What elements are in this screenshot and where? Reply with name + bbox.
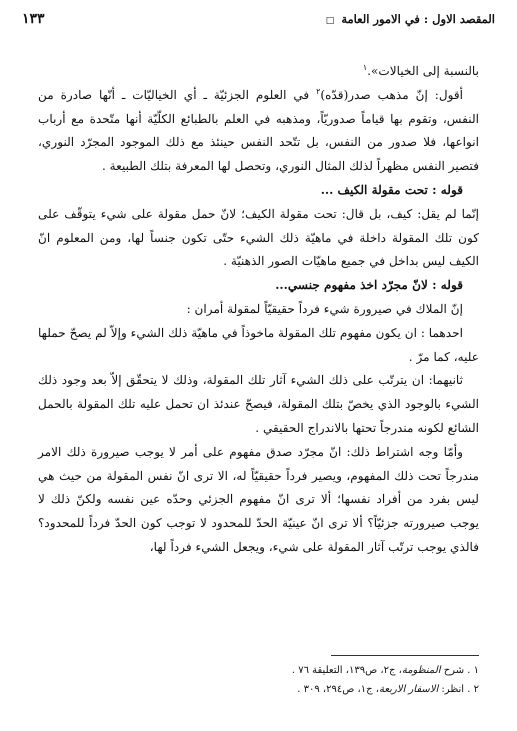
footnote-divider xyxy=(331,655,479,656)
paragraph-explanation: إنّما لم يقل: كيف، بل قال: تحت مقولة الكيف؛ لانّ حمل مقولة على شيء يتوقّف على كون تلك المقولة داخلة في ماهيّة ذلك الشيء حتّى تكون جنساً لها، ومن المعلوم انّ الكيف ليس بداخل في جميع ماهيّات الصور الذهنيّة . xyxy=(38,206,479,269)
footnote-item xyxy=(60,661,479,680)
footnote-prefix: شرح xyxy=(440,665,468,676)
paragraph-text-start: أقول: إنّ مذهب صدر(قدّه) xyxy=(320,87,463,102)
header-separator: □ xyxy=(325,16,335,26)
footnote-book-title: الاسفار الاربعة xyxy=(378,684,439,695)
footnote-number: ١ . xyxy=(467,665,479,676)
lemma-heading xyxy=(38,274,479,298)
lemma-label: قوله : xyxy=(432,278,463,293)
paragraph-criteria-intro: إنّ الملاك في صيرورة شيء فرداً حقيقيّاً لمقولة أمران : xyxy=(186,301,463,316)
paragraph-second-criterion: ثانيهما: ان يترتّب على ذلك الشيء آثار تلك المقولة، وذلك لا يتحقّق إلاّ بعد وجود ذلك الشيء بالوجود الذي يخصّ بتلك المقولة، فيصحّ عندئذ ان تحمل عليه تلك المقولة بالحمل الشائع لكونه مندرجاً تحتها بالاندراج الحقيقي . xyxy=(38,373,479,435)
footnote-prefix: انظر: xyxy=(438,684,468,695)
lemma-text: تحت مقولة الكيف ... xyxy=(320,182,428,197)
lemma-text: لانّ مجرّد اخذ مفهوم جنسي... xyxy=(275,278,428,293)
footnote-ref: ١ xyxy=(362,62,368,72)
footnote-reference: ، ج٢، ص١٣٩، التعليقة ٧٦ . xyxy=(291,665,402,676)
body-text xyxy=(38,60,479,560)
footnote-book-title: المنظومة xyxy=(401,665,441,676)
header-section-title xyxy=(323,12,495,26)
lemma-label: قوله : xyxy=(432,182,463,197)
paragraph-text: بالنسبة إلى الخيالات». xyxy=(367,64,479,78)
running-header xyxy=(22,12,495,30)
lemma-heading xyxy=(38,179,479,203)
paragraph-first-criterion: احدهما : ان يكون مفهوم تلك المقولة ماخوذاً في ماهيّة ذلك الشيء وإلاّ لم يصحّ حملها عليه، كما مرّ . xyxy=(38,325,479,364)
paragraph-commentary xyxy=(38,84,479,179)
footnotes xyxy=(60,661,479,699)
paragraph-reason: وأمّا وجه اشتراط ذلك: انّ مجرّد صدق مفهوم على أمر لا يوجب صيرورة ذلك الامر مندرجاً تحت ذلك المفهوم، ويصير فرداً حقيقيّاً له، الا ترى انّ نفس المقولة من حيث هي ليس بفرد من أفراد نفسها؛ ألا ترى انّ مفهوم الجزئي وحدّه عين نفسه ولكنّ ذلك لا يوجب صيرورته جزئيّاً؟ ألا ترى انّ عينيّة الحدّ للمحدود لا توجب كون الحدّ فرداً للمحدود؟ فالذي يوجب ترتّب آثار المقولة على شيء، ويجعل الشيء فرداً لها، xyxy=(38,444,479,554)
footnote-number: ٢ . xyxy=(467,684,479,695)
paragraph-text-rest: في العلوم الجزئيّة ـ أي الخياليّات ـ أنّها صادرة من النفس، وتقوم بها قياماً صدوريّاً، ومذهبه في العلم بالطبائع الكلّيّة أنها متّحدة مع أرباب انواعها، فلا صدور من النفس، بل تتّحد النفس حينئذ مع ذلك الموجود المجرّد النوري، فتصير النفس مظهراً لذلك المثال النوري، وتحصل لها المعرفة بتلك الطبيعة . xyxy=(38,87,479,174)
page-number: ١٣٣ xyxy=(22,11,45,27)
paragraph-quote-end xyxy=(38,60,479,84)
footnote-reference: ، ج١، ص٢٩٤، ٣٠٩ . xyxy=(297,684,379,695)
footnote-item xyxy=(60,680,479,699)
header-title-text: المقصد الاول : في الامور العامة xyxy=(341,12,495,26)
footnote-ref: ٢ xyxy=(316,86,321,96)
